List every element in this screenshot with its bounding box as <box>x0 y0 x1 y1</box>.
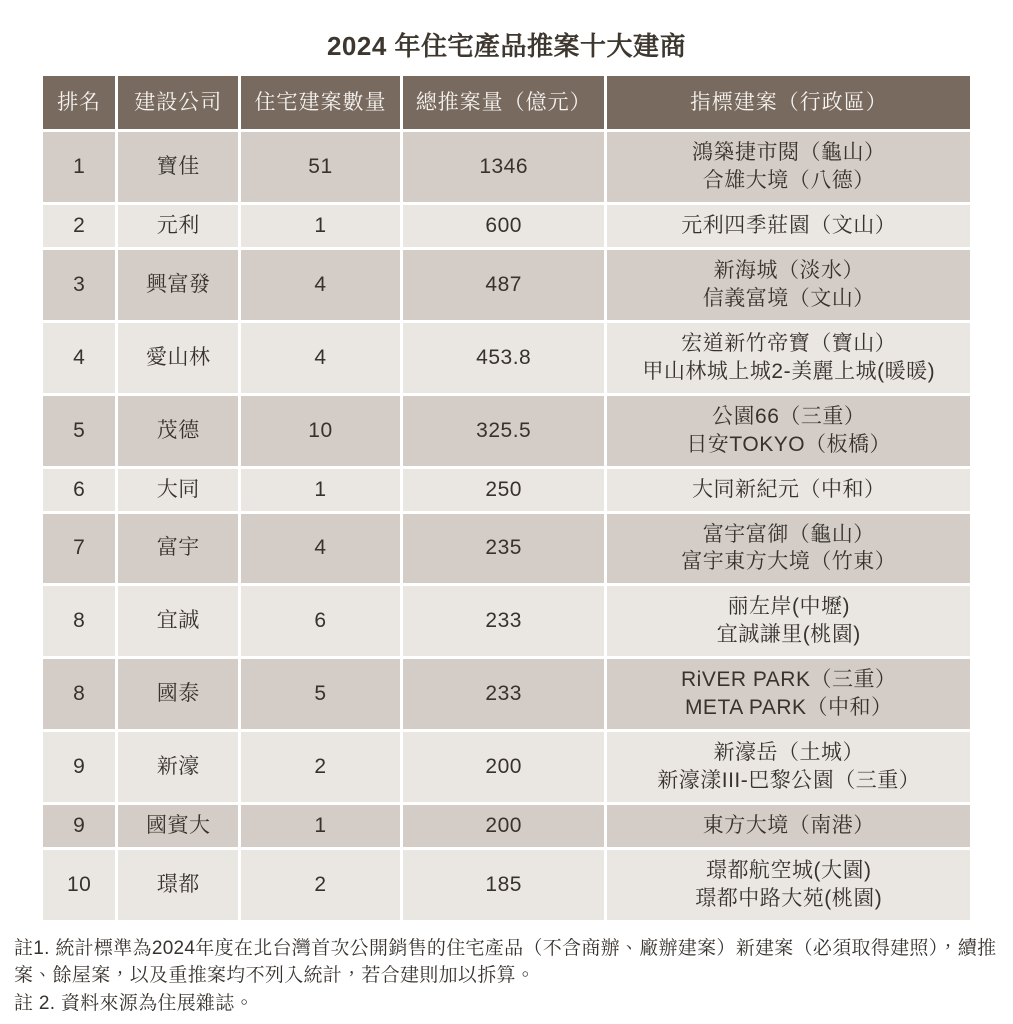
rank-cell: 3 <box>42 249 117 322</box>
projects-cell <box>606 204 972 249</box>
table-row <box>42 249 972 322</box>
table-row <box>42 321 972 394</box>
projects-cell <box>606 131 972 204</box>
projects-cell <box>606 848 972 921</box>
project-line: 新濠岳（土城） <box>713 741 864 765</box>
company-cell: 宜誠 <box>117 585 240 658</box>
projects-cell <box>606 731 972 804</box>
project-line: RiVER PARK（三重） <box>681 668 897 692</box>
volume-cell: 235 <box>401 512 606 585</box>
volume-cell: 453.8 <box>401 321 606 394</box>
rank-cell: 8 <box>42 585 117 658</box>
volume-cell: 185 <box>401 848 606 921</box>
project-line: 宜誠謙里(桃園) <box>716 623 861 647</box>
company-cell: 愛山林 <box>117 321 240 394</box>
project-line: 大同新紀元（中和） <box>691 477 886 501</box>
volume-cell: 325.5 <box>401 394 606 467</box>
table-header <box>42 75 972 131</box>
company-cell: 元利 <box>117 204 240 249</box>
project-line: 日安TOKYO（板橋） <box>686 432 892 456</box>
project-line: META PARK（中和） <box>684 696 893 720</box>
volume-cell: 600 <box>401 204 606 249</box>
projects-cell <box>606 512 972 585</box>
column-header-company: 建設公司 <box>117 75 240 131</box>
count-cell: 2 <box>240 731 402 804</box>
count-cell: 4 <box>240 249 402 322</box>
project-line: 富宇東方大境（竹東） <box>681 550 897 574</box>
volume-cell: 487 <box>401 249 606 322</box>
company-cell: 國泰 <box>117 658 240 731</box>
header-row <box>42 75 972 131</box>
project-line: 信義富境（文山） <box>702 286 875 310</box>
column-header-count: 住宅建案數量 <box>240 75 402 131</box>
rank-cell: 9 <box>42 731 117 804</box>
project-line: 合雄大境（八德） <box>702 169 875 193</box>
table-row <box>42 512 972 585</box>
project-line: 璟都航空城(大園) <box>705 858 872 882</box>
rank-cell: 2 <box>42 204 117 249</box>
footnotes <box>0 935 1013 1018</box>
table-row <box>42 394 972 467</box>
page-title: 2024 年住宅產品推案十大建商 <box>326 31 687 61</box>
project-line: 東方大境（南港） <box>702 813 875 837</box>
projects-cell <box>606 321 972 394</box>
count-cell: 4 <box>240 512 402 585</box>
count-cell: 10 <box>240 394 402 467</box>
rank-cell: 8 <box>42 658 117 731</box>
rank-cell: 9 <box>42 803 117 848</box>
rank-cell: 6 <box>42 467 117 512</box>
company-cell: 大同 <box>117 467 240 512</box>
projects-cell <box>606 585 972 658</box>
rank-cell: 10 <box>42 848 117 921</box>
volume-cell: 233 <box>401 585 606 658</box>
count-cell: 51 <box>240 131 402 204</box>
rank-cell: 4 <box>42 321 117 394</box>
company-cell: 富宇 <box>117 512 240 585</box>
rank-cell: 7 <box>42 512 117 585</box>
count-cell: 6 <box>240 585 402 658</box>
project-line: 鴻築捷市閱（龜山） <box>691 141 886 165</box>
table-row <box>42 131 972 204</box>
table-row <box>42 585 972 658</box>
project-line: 新濠漾III-巴黎公園（三重） <box>657 768 921 792</box>
company-cell: 國賓大 <box>117 803 240 848</box>
project-line: 宏道新竹帝寶（寶山） <box>681 331 897 355</box>
count-cell: 1 <box>240 204 402 249</box>
project-line: 新海城（淡水） <box>713 259 864 283</box>
company-cell: 興富發 <box>117 249 240 322</box>
volume-cell: 1346 <box>401 131 606 204</box>
table-row <box>42 658 972 731</box>
count-cell: 1 <box>240 803 402 848</box>
table-row <box>42 467 972 512</box>
builders-table <box>40 73 973 923</box>
projects-cell <box>606 803 972 848</box>
count-cell: 4 <box>240 321 402 394</box>
count-cell: 5 <box>240 658 402 731</box>
project-line: 璟都中路大苑(桃園) <box>695 886 883 910</box>
projects-cell <box>606 394 972 467</box>
volume-cell: 200 <box>401 731 606 804</box>
footnote-2: 註 2. 資料來源為住展雜誌。 <box>14 992 254 1014</box>
volume-cell: 250 <box>401 467 606 512</box>
company-cell: 茂德 <box>117 394 240 467</box>
column-header-rank: 排名 <box>42 75 117 131</box>
footnote-1: 註1. 統計標準為2024年度在北台灣首次公開銷售的住宅產品（不含商辦、廠辦建案）新建案（必須取得建照），續推案、餘屋案，以及重推案均不列入統計，若合建則加以拆算。 <box>14 937 997 987</box>
column-header-volume: 總推案量（億元） <box>401 75 606 131</box>
table-row <box>42 731 972 804</box>
project-line: 富宇富御（龜山） <box>702 522 875 546</box>
company-cell: 新濠 <box>117 731 240 804</box>
company-cell: 璟都 <box>117 848 240 921</box>
rank-cell: 5 <box>42 394 117 467</box>
table-row <box>42 204 972 249</box>
count-cell: 1 <box>240 467 402 512</box>
rank-cell: 1 <box>42 131 117 204</box>
projects-cell <box>606 467 972 512</box>
projects-cell <box>606 249 972 322</box>
project-line: 元利四季莊園（文山） <box>681 214 897 238</box>
company-cell: 寶佳 <box>117 131 240 204</box>
volume-cell: 200 <box>401 803 606 848</box>
project-line: 丽左岸(中壢) <box>727 595 850 619</box>
projects-cell <box>606 658 972 731</box>
column-header-projects: 指標建案（行政區） <box>606 75 972 131</box>
project-line: 甲山林城上城2-美麗上城(暖暖) <box>642 359 936 383</box>
count-cell: 2 <box>240 848 402 921</box>
volume-cell: 233 <box>401 658 606 731</box>
table-row <box>42 803 972 848</box>
table-body <box>42 131 972 921</box>
project-line: 公園66（三重） <box>712 404 866 428</box>
table-row <box>42 848 972 921</box>
